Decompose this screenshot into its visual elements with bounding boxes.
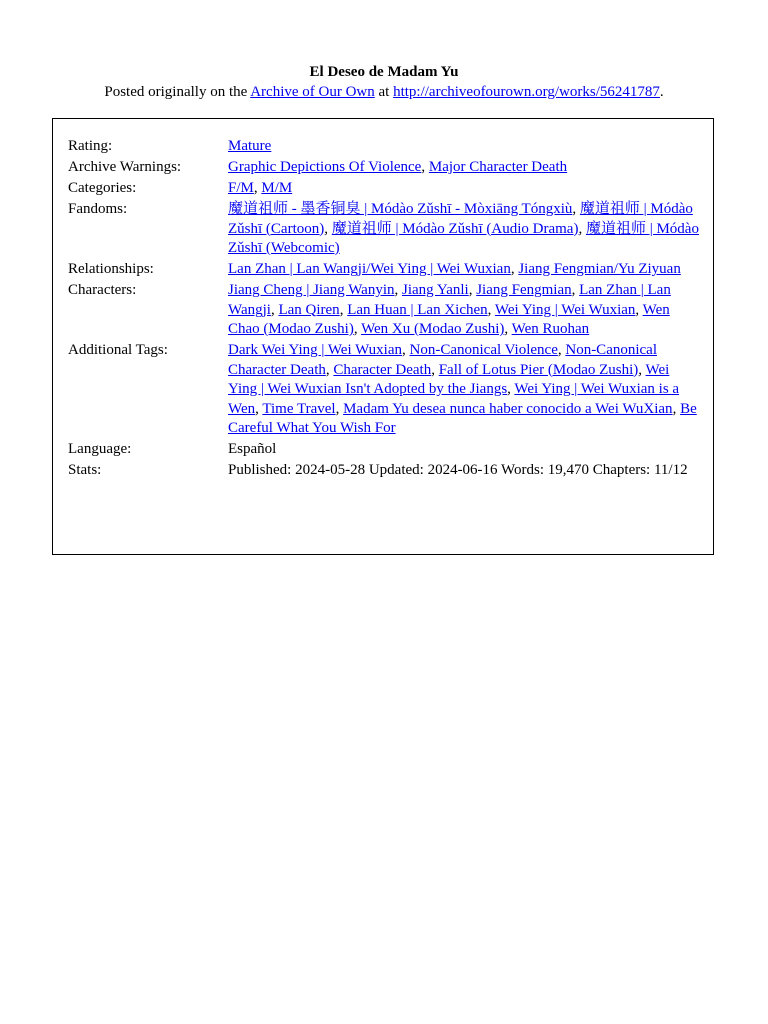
fandoms-row xyxy=(68,200,701,260)
stats-row xyxy=(68,461,701,482)
at-text: at xyxy=(374,84,394,100)
character-link[interactable]: Jiang Fengmian xyxy=(476,282,572,298)
warnings-label: Archive Warnings: xyxy=(68,159,182,175)
categories-values: F/M, M/M xyxy=(228,180,293,196)
tags-label: Additional Tags: xyxy=(68,342,168,358)
character-link[interactable]: Lan Qiren xyxy=(278,301,340,318)
tag-link[interactable]: Character Death xyxy=(333,361,432,378)
tag-link[interactable]: Wei Ying | Wei Wuxian Isn't Adopted by the Jiangs xyxy=(228,361,670,397)
fandoms-label: Fandoms: xyxy=(68,201,128,217)
character-link[interactable]: Wen Xu (Modao Zushi) xyxy=(361,321,505,337)
warning-link[interactable]: Major Character Death xyxy=(428,159,568,175)
work-url-link[interactable]: http://archiveofourown.org/works/56241787 xyxy=(393,84,660,100)
language-value: Español xyxy=(228,441,277,457)
fandom-link[interactable]: 魔道祖师 | Módào Zǔshī (Cartoon) xyxy=(228,201,693,237)
characters-values: Jiang Cheng | Jiang Wanyin, Jiang Yanli, Jiang Fengmian, Lan Zhan | Lan Wangji, Lan Qiren, Lan Huan | Lan Xichen, Wei Ying | Wei Wuxian, Wen Chao (Modao Zushi), Wen Xu (Modao Zushi), Wen Ruohan xyxy=(228,282,671,337)
rating-label: Rating: xyxy=(68,138,113,154)
character-link[interactable]: Jiang Yanli xyxy=(402,282,469,298)
warning-link[interactable]: Graphic Depictions Of Violence xyxy=(228,159,422,175)
character-link[interactable]: Lan Zhan | Lan Wangji xyxy=(228,282,671,318)
fandom-link[interactable]: 魔道祖师 - 墨香铜臭 | Módào Zǔshī - Mòxiāng Tóngxiù xyxy=(228,201,573,217)
characters-row xyxy=(68,281,701,341)
fandoms-values: 魔道祖师 - 墨香铜臭 | Módào Zǔshī - Mòxiāng Tóngxiù, 魔道祖师 | Módào Zǔshī (Cartoon), 魔道祖师 | Módào Zǔshī (Audio Drama), 魔道祖师 | Módào Zǔshī (Webcomic) xyxy=(228,201,699,256)
categories-label: Categories: xyxy=(68,180,137,196)
rating-row xyxy=(68,137,701,158)
categories-row xyxy=(68,179,701,200)
character-link[interactable]: Wen Chao (Modao Zushi) xyxy=(228,301,670,337)
character-link[interactable]: Wen Ruohan xyxy=(511,321,590,337)
relationships-values: Lan Zhan | Lan Wangji/Wei Ying | Wei Wuxian, Jiang Fengmian/Yu Ziyuan xyxy=(228,261,681,277)
metadata-table xyxy=(68,137,701,482)
rating-link[interactable]: Mature xyxy=(228,138,272,154)
language-label: Language: xyxy=(68,441,132,457)
rating-values xyxy=(228,137,701,158)
work-metadata-box xyxy=(52,118,714,555)
posted-prefix: Posted originally on the xyxy=(104,84,251,100)
tag-link[interactable]: Madam Yu desea nunca haber conocido a Wei WuXian xyxy=(343,400,673,417)
posted-line xyxy=(0,82,768,102)
warnings-row xyxy=(68,158,701,179)
tags-values: Dark Wei Ying | Wei Wuxian, Non-Canonical Violence, Non-Canonical Character Death, Character Death, Fall of Lotus Pier (Modao Zushi), Wei Ying | Wei Wuxian Isn't Adopted by the Jiangs, Wei Ying | Wei Wuxian is a Wen, Time Travel, Madam Yu desea nunca haber conocido a Wei WuXian, Be Careful What You Wish For xyxy=(228,342,697,436)
tags-row xyxy=(68,341,701,440)
tag-link[interactable]: Fall of Lotus Pier (Modao Zushi) xyxy=(438,361,639,378)
tag-link[interactable]: Non-Canonical Character Death xyxy=(228,342,657,378)
tag-link[interactable]: Wei Ying | Wei Wuxian is a Wen xyxy=(228,381,680,417)
posted-period: . xyxy=(659,84,664,100)
stats-value: Published: 2024-05-28 Updated: 2024-06-16 Words: 19,470 Chapters: 11/12 xyxy=(228,462,688,478)
relationships-label: Relationships: xyxy=(68,261,154,277)
tag-link[interactable]: Non-Canonical Violence xyxy=(409,342,558,358)
tag-link[interactable]: Time Travel xyxy=(262,400,336,417)
characters-label: Characters: xyxy=(68,282,137,298)
tag-link[interactable]: Dark Wei Ying | Wei Wuxian xyxy=(228,342,402,358)
relationships-row xyxy=(68,260,701,281)
language-row xyxy=(68,440,701,461)
character-link[interactable]: Wei Ying | Wei Wuxian xyxy=(494,301,636,318)
category-link[interactable]: M/M xyxy=(261,180,293,196)
relationship-link[interactable]: Lan Zhan | Lan Wangji/Wei Ying | Wei Wuxian xyxy=(228,261,511,277)
character-link[interactable]: Lan Huan | Lan Xichen xyxy=(347,301,488,318)
relationship-link[interactable]: Jiang Fengmian/Yu Ziyuan xyxy=(518,261,681,277)
tag-link[interactable]: Be Careful What You Wish For xyxy=(228,400,697,436)
fandom-link[interactable]: 魔道祖师 | Módào Zǔshī (Audio Drama) xyxy=(331,220,579,237)
fandom-link[interactable]: 魔道祖师 | Módào Zǔshī (Webcomic) xyxy=(228,220,699,256)
archive-link[interactable]: Archive of Our Own xyxy=(250,84,375,100)
character-link[interactable]: Jiang Cheng | Jiang Wanyin xyxy=(228,282,395,298)
work-header xyxy=(0,62,768,102)
category-link[interactable]: F/M xyxy=(228,180,254,196)
stats-label: Stats: xyxy=(68,462,102,478)
warnings-values: Graphic Depictions Of Violence, Major Character Death xyxy=(228,159,568,175)
work-title: El Deseo de Madam Yu xyxy=(309,64,459,80)
